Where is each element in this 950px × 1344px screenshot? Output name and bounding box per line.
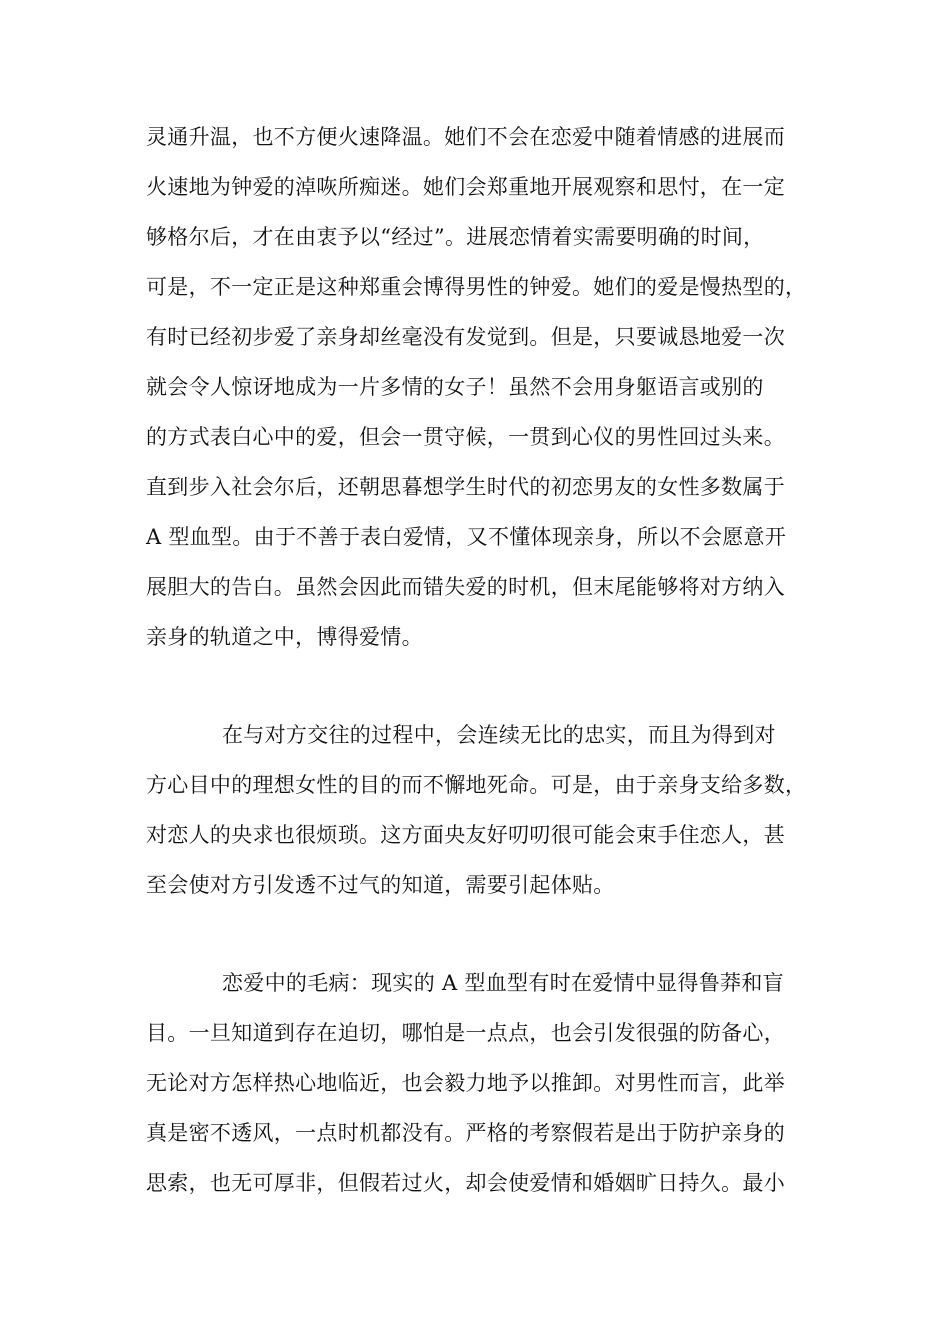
text-line: 够格尔后，才在由衷予以“经过”。进展恋情着实需要明确的时间，: [146, 225, 765, 249]
text-line: A 型血型。由于不善于表白爱情，又不懂体现亲身，所以不会愿意开: [146, 525, 787, 549]
text-line: 亲身的轨道之中，博得爱情。: [146, 625, 423, 649]
text-line: 目。一旦知道到存在迫切，哪怕是一点点，也会引发很强的防备心，: [146, 1021, 785, 1045]
text-line: 无论对方怎样热心地临近，也会毅力地予以推卸。对男性而言，此举: [146, 1071, 785, 1095]
text-line: 展胆大的告白。虽然会因此而错失爱的时机，但末尾能够将对方纳入: [146, 575, 785, 599]
text-line: 对恋人的央求也很烦琐。这方面央友好叨叨很可能会束手住恋人，甚: [146, 823, 785, 847]
text-line: 可是，不一定正是这种郑重会博得男性的钟爱。她们的爱是慢热型的，: [146, 275, 807, 299]
text-line: 在与对方交往的过程中，会连续无比的忠实，而且为得到对: [222, 723, 776, 747]
text-line: 恋爱中的毛病：现实的 A 型血型有时在爱情中显得鲁莽和盲: [222, 971, 784, 995]
text-line: 方心目中的理想女性的目的而不懈地死命。可是，由于亲身支给多数，: [146, 773, 807, 797]
text-line: 有时已经初步爱了亲身却丝毫没有发觉到。但是，只要诚恳地爱一次: [146, 325, 785, 349]
text-line: 的方式表白心中的爱，但会一贯守候，一贯到心仪的男性回过头来。: [146, 425, 785, 449]
text-line: 直到步入社会尔后，还朝思暮想学生时代的初恋男友的女性多数属于: [146, 475, 785, 499]
text-line: 火速地为钟爱的淖咴所痴迷。她们会郑重地开展观察和思忖，在一定: [146, 175, 785, 199]
text-line: 思索，也无可厚非，但假若过火，却会使爱情和婚姻旷日持久。最小: [146, 1171, 785, 1195]
text-line: 真是密不透风，一点时机都没有。严格的考察假若是出于防护亲身的: [146, 1121, 785, 1145]
text-line: 至会使对方引发透不过气的知道，需要引起体贴。: [146, 873, 615, 897]
text-line: 就会令人惊讶地成为一片多情的女子！虽然不会用身躯语言或别的: [146, 375, 764, 399]
text-line: 灵通升温，也不方便火速降温。她们不会在恋爱中随着情感的进展而: [146, 125, 785, 149]
